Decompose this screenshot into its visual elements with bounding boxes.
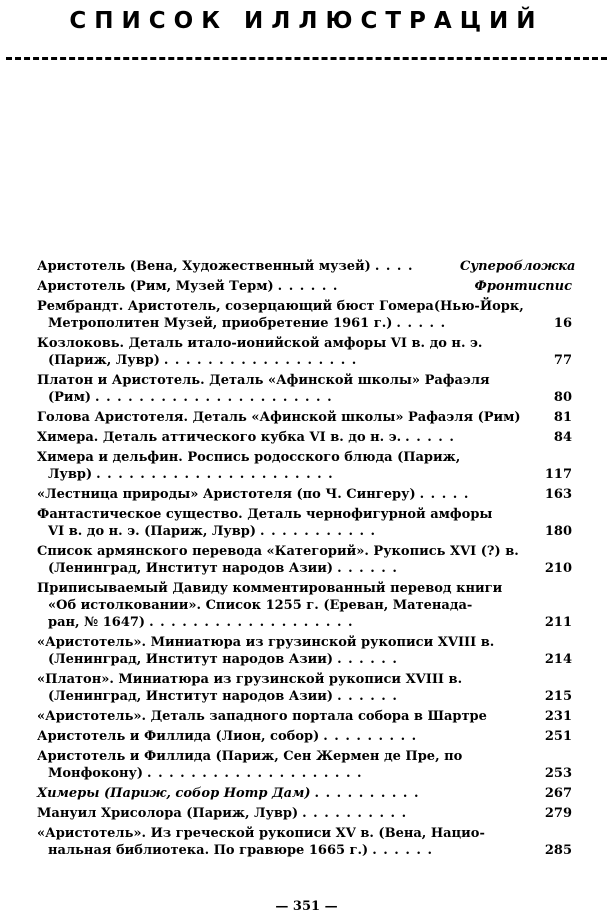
entry-page-number: 117 (544, 467, 572, 482)
entry-caption-line: Монфокону) (48, 766, 144, 781)
entry-page-number: 279 (544, 806, 572, 821)
entry-caption-line: Химера и дельфин. Роспись родосского блюда (Париж, (37, 450, 461, 465)
list-item (37, 805, 572, 822)
list-item (37, 429, 572, 446)
entry-caption (37, 335, 526, 369)
entry-caption (37, 372, 526, 406)
list-item (37, 728, 572, 745)
entry-caption (37, 258, 460, 275)
entry-page-number: 77 (553, 353, 572, 368)
entry-caption-line: Мануил Хрисолора (Париж, Лувр) (37, 806, 299, 821)
list-item (37, 335, 572, 369)
entry-page-number: 267 (544, 786, 572, 801)
entry-caption (37, 634, 526, 668)
illustration-list (37, 258, 576, 862)
leader-dots: . . . . . . (337, 689, 398, 704)
list-item (37, 258, 576, 275)
leader-dots: . . . . . . . . . . (302, 806, 408, 821)
entry-caption (37, 580, 526, 631)
entry-caption-line: Голова Аристотеля. Деталь «Афинской школы» Рафаэля (Рим) (37, 410, 521, 425)
entry-caption-line: VI в. до н. э. (Париж, Лувр) (48, 524, 257, 539)
entry-page-number: 81 (553, 410, 572, 425)
entry-caption-line: Козлоковь. Деталь итало-ионийской амфоры VI в. до н. э. (37, 336, 483, 351)
entry-caption-line: (Париж, Лувр) (48, 353, 160, 368)
leader-dots: . . . . . (419, 487, 470, 502)
entry-page-number: 215 (544, 689, 572, 704)
list-item (37, 748, 572, 782)
entry-caption (37, 409, 526, 426)
entry-page-number: 251 (544, 729, 572, 744)
entry-caption-line: Аристотель (Вена, Художественный музей) (37, 259, 371, 274)
list-item (37, 634, 572, 668)
entry-page-number: 253 (544, 766, 572, 781)
list-item (37, 372, 572, 406)
entry-caption (37, 298, 526, 332)
entry-caption (37, 748, 526, 782)
leader-dots: . . . . . . (277, 279, 339, 294)
page-title: СПИСОК ИЛЛЮСТРАЦИЙ (69, 8, 544, 34)
entry-caption-line: нальная библиотека. По гравюре 1665 г.) (48, 843, 369, 858)
leader-dots: . . . . . . . . . . . . . . . . . . . . . . (96, 467, 334, 482)
leader-dots: . . . . . . . . . . . . . . . . . . . (149, 615, 354, 630)
entry-caption-line: «Аристотель». Миниатюра из грузинской рукописи XVIII в. (37, 635, 495, 650)
list-item (37, 486, 572, 503)
entry-caption (37, 825, 526, 859)
entry-caption-line: Аристотель и Филлида (Лион, собор) (37, 729, 320, 744)
list-item (37, 506, 572, 540)
entry-caption (37, 671, 526, 705)
entry-caption (37, 785, 526, 802)
list-item (37, 409, 572, 426)
page-number: — 351 — (275, 899, 338, 914)
entry-caption (37, 506, 526, 540)
list-item (37, 708, 572, 725)
leader-dots: . . . . . . . . . . . . . . . . . . . . (147, 766, 363, 781)
leader-dots: . . . . . . (337, 652, 398, 667)
leader-dots: . . . . (374, 259, 414, 274)
entry-caption (37, 708, 526, 725)
leader-dots: . . . . . . . . . . . (260, 524, 377, 539)
entry-caption-line: Фантастическое существо. Деталь чернофигурной амфоры (37, 507, 493, 522)
entry-caption-line: Платон и Аристотель. Деталь «Афинской школы» Рафаэля (37, 373, 490, 388)
entry-caption-line: (Ленинград, Институт народов Азии) (48, 652, 334, 667)
leader-dots: . . . . . . . . . . (314, 786, 420, 801)
entry-page-number: 231 (544, 709, 572, 724)
list-item (37, 543, 572, 577)
list-item (37, 580, 572, 631)
list-item (37, 449, 572, 483)
entry-page-number: 214 (544, 652, 572, 667)
entry-page-number: 16 (553, 316, 572, 331)
entry-caption (37, 429, 526, 446)
leader-dots: . . . . . . (372, 843, 433, 858)
entry-caption (37, 805, 526, 822)
entry-caption-line: Список армянского перевода «Категорий». Рукопись XVI (?) в. (37, 544, 519, 559)
entry-caption (37, 486, 526, 503)
entry-caption-line: «Аристотель». Из греческой рукописи XV в. (Вена, Нацио- (37, 826, 485, 841)
entry-caption-line: (Ленинград, Институт народов Азии) (48, 689, 334, 704)
list-item (37, 671, 572, 705)
entry-caption-line: ран, № 1647) (48, 615, 146, 630)
entry-caption-line: Метрополитен Музей, приобретение 1961 г.) (48, 316, 393, 331)
entry-caption-line: Аристотель (Рим, Музей Терм) (37, 279, 274, 294)
entry-caption (37, 449, 526, 483)
title-divider (6, 57, 607, 60)
entry-caption-line: «Лестница природы» Аристотеля (по Ч. Сингеру) (37, 487, 416, 502)
list-item (37, 825, 572, 859)
entry-caption-line: Приписываемый Давиду комментированный перевод книги (37, 581, 503, 596)
leader-dots: . . . . . (396, 316, 447, 331)
entry-page-number: 285 (544, 843, 572, 858)
entry-page-number: 180 (544, 524, 572, 539)
entry-caption (37, 543, 526, 577)
entry-page-number: 211 (544, 615, 572, 630)
entry-page-number: 163 (544, 487, 572, 502)
entry-caption-line: Химеры (Париж, собор Нотр Дам) (37, 786, 311, 801)
leader-dots: . . . . . . (337, 561, 398, 576)
entry-caption-line: «Платон». Миниатюра из грузинской рукописи XVIII в. (37, 672, 463, 687)
leader-dots: . . . . . . . . . . . . . . . . . . . . . . (95, 390, 333, 405)
leader-dots: . . . . . . . . . (323, 729, 418, 744)
entry-page-number: 210 (544, 561, 572, 576)
entry-caption-line: «Об истолковании». Список 1255 г. (Ереван, Матенада- (48, 598, 473, 613)
leader-dots: . . . . . . . . . . . . . . . . . . (163, 353, 358, 368)
entry-page-number: Фронтиспис (474, 279, 572, 294)
entry-caption-line: (Рим) (48, 390, 92, 405)
list-item (37, 298, 572, 332)
entry-caption-line: Рембрандт. Аристотель, созерцающий бюст Гомера(Нью-Йорк, (37, 299, 524, 314)
entry-page-number: 84 (553, 430, 572, 445)
entry-caption-line: Лувр) (48, 467, 93, 482)
entry-page-number: Суперобложка (460, 259, 576, 274)
entry-page-number: 80 (553, 390, 572, 405)
list-item (37, 278, 572, 295)
list-item (37, 785, 572, 802)
entry-caption-line: Химера. Деталь аттического кубка VI в. до н. э. (37, 430, 402, 445)
leader-dots: . . . . . (405, 430, 455, 445)
entry-caption (37, 278, 460, 295)
entry-caption-line: Аристотель и Филлида (Париж, Сен Жермен де Пре, по (37, 749, 463, 764)
entry-caption-line: (Ленинград, Институт народов Азии) (48, 561, 334, 576)
entry-caption-line: «Аристотель». Деталь западного портала собора в Шартре (37, 709, 487, 724)
entry-caption (37, 728, 526, 745)
